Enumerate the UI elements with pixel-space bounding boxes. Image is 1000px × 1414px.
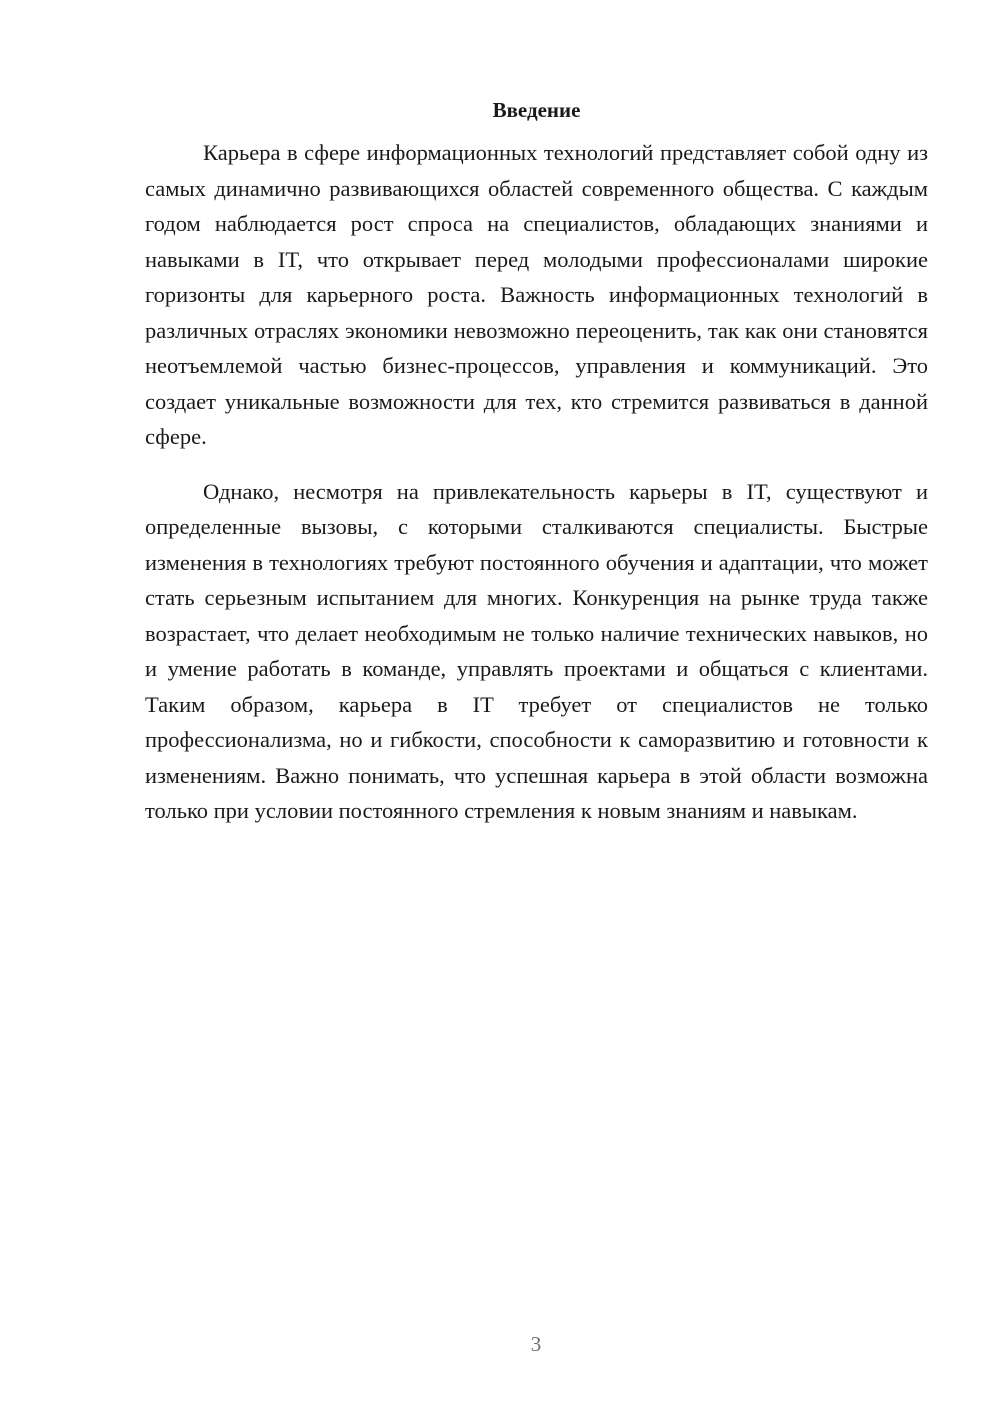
page-content (145, 92, 928, 829)
paragraph-1: Карьера в сфере информационных технологий представляет собой одну из самых динамично развивающихся областей современного общества. С каждым годом наблюдается рост спроса на специалистов, обладающих знаниями и навыками в IT, что открывает перед молодыми профессионалами широкие горизонты для карьерного роста. Важность информационных технологий в различных отраслях экономики невозможно переоценить, так как они становятся неотъемлемой частью бизнес-процессов, управления и коммуникаций. Это создает уникальные возможности для тех, кто стремится развиваться в данной сфере. (145, 140, 928, 449)
paragraph-2: Однако, несмотря на привлекательность карьеры в IT, существуют и определенные вызовы, с которыми сталкиваются специалисты. Быстрые изменения в технологиях требуют постоянного обучения и адаптации, что может стать серьезным испытанием для многих. Конкуренция на рынке труда также возрастает, что делает необходимым не только наличие технических навыков, но и умение работать в команде, управлять проектами и общаться с клиентами. Таким образом, карьера в IT требует от специалистов не только профессионализма, но и гибкости, способности к саморазвитию и готовности к изменениям. Важно понимать, что успешная карьера в этой области возможна только при условии постоянного стремления к новым знаниям и навыкам. (145, 478, 928, 823)
page-number: 3 (530, 1332, 542, 1356)
section-title: Введение (492, 98, 581, 122)
